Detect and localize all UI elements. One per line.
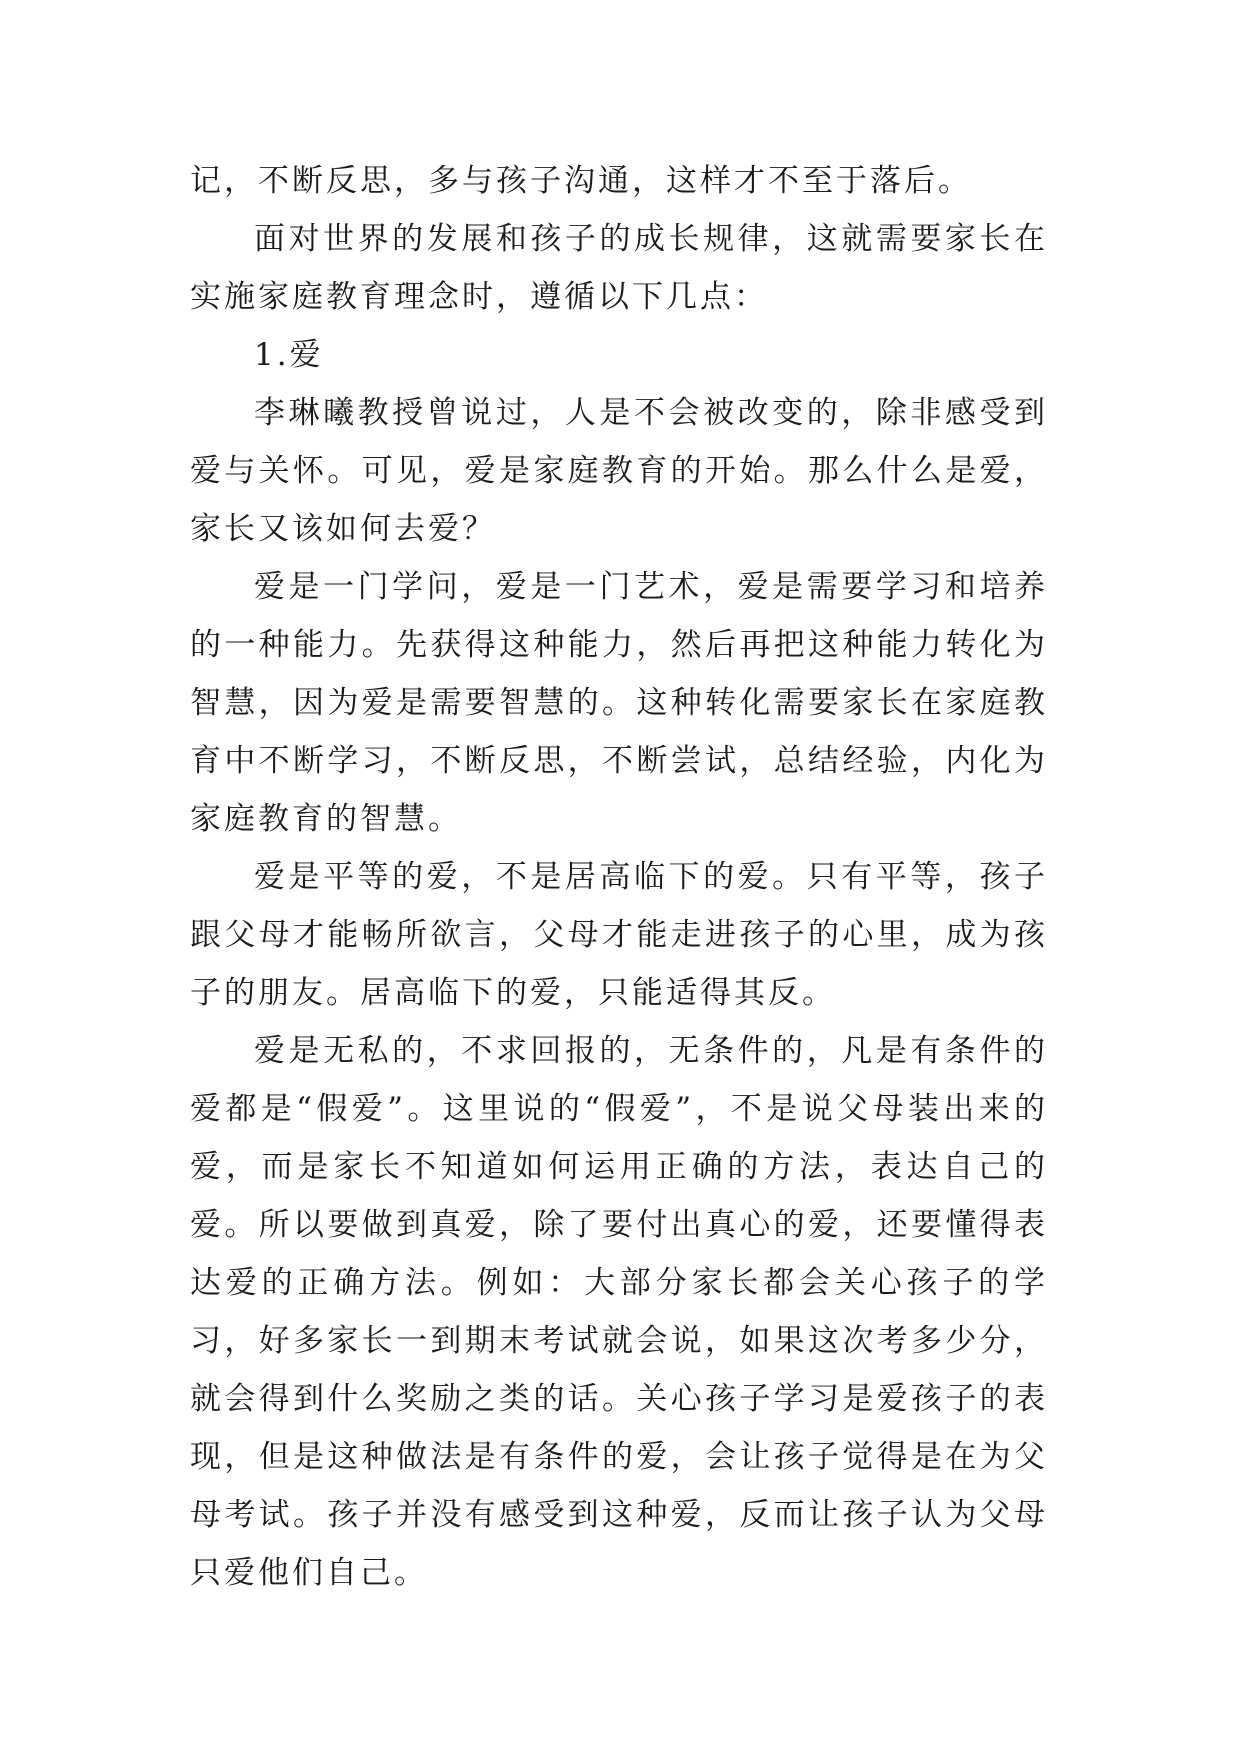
paragraph-continuation: 记，不断反思，多与孩子沟通，这样才不至于落后。	[190, 163, 972, 199]
paragraph-quote: 李琳曦教授曾说过，人是不会被改变的，除非感受到爱与关怀。可见，爱是家庭教育的开始。那么什么是爱，家长又该如何去爱？	[190, 395, 1048, 547]
section-heading-love: 1.爱	[254, 337, 324, 373]
paragraph-love-ability: 爱是一门学问，爱是一门艺术，爱是需要学习和培养的一种能力。先获得这种能力，然后再把这种能力转化为智慧，因为爱是需要智慧的。这种转化需要家长在家庭教育中不断学习，不断反思，不断尝试，总结经验，内化为家庭教育的智慧。	[190, 569, 1048, 837]
document-body	[190, 152, 1048, 1602]
paragraph-love-equality: 爱是平等的爱，不是居高临下的爱。只有平等，孩子跟父母才能畅所欲言，父母才能走进孩子的心里，成为孩子的朋友。居高临下的爱，只能适得其反。	[190, 859, 1048, 1011]
paragraph-intro: 面对世界的发展和孩子的成长规律，这就需要家长在实施家庭教育理念时，遵循以下几点：	[190, 221, 1048, 315]
paragraph-love-selfless: 爱是无私的，不求回报的，无条件的，凡是有条件的爱都是“假爱”。这里说的“假爱”，不是说父母装出来的爱，而是家长不知道如何运用正确的方法，表达自己的爱。所以要做到真爱，除了要付出真心的爱，还要懂得表达爱的正确方法。例如：大部分家长都会关心孩子的学习，好多家长一到期末考试就会说，如果这次考多少分，就会得到什么奖励之类的话。关心孩子学习是爱孩子的表现，但是这种做法是有条件的爱，会让孩子觉得是在为父母考试。孩子并没有感受到这种爱，反而让孩子认为父母只爱他们自己。	[190, 1033, 1048, 1591]
